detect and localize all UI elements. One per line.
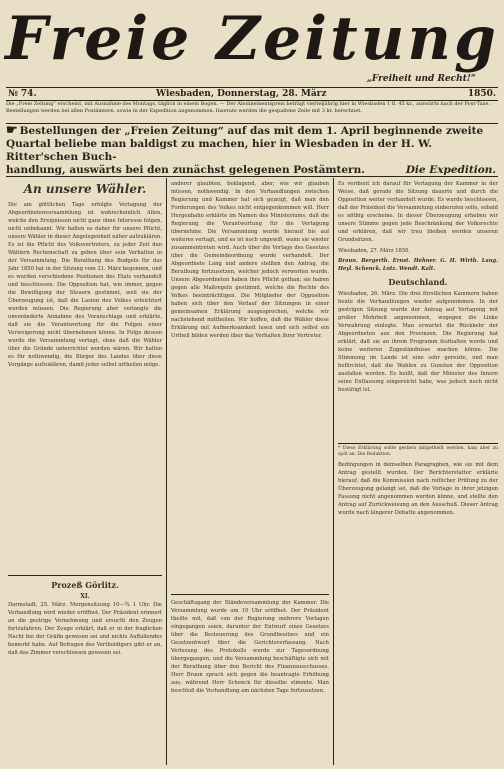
newspaper-title: Freie Zeitung	[5, 4, 499, 74]
divider	[8, 575, 162, 576]
heading-an-unsere-waehler: An unsere Wähler.	[23, 182, 147, 196]
divider	[171, 594, 329, 595]
subscription-notice: Die „Freie Zeitung“ erscheint, mit Ausnahme des Montags, täglich in einem Bogen. — Der Abonnementspreis beträgt vierteljährig hier in Wiesbaden 1 fl. 45 kr., auswärts nach der Post-Taxe. Bestellungen werden bei allen Postämtern, sowie in der Expedition angenommen. Inserate werden die gespaltene Zeile mit 3 kr. berechnet.	[6, 101, 498, 124]
declaration-text: Es verdient ich darauf für Vertagung der Kammer in der Weise, daß gerade die Sitzung dauerte und durch die Opposition weiter verhandelt wurde. Es wurde beschlossen, daß der Präsident die Versammlung einberufen solle, sobald es nöthig erscheine. In dieser Überzeugung erheben wir unsere Stimme gegen jede Beschränkung der Volksrechte und erklären, daß wir treu bleiben werden unseren Grundsätzen.	[338, 181, 498, 243]
announcement-line-1: Bestellungen der „Freien Zeitung“ auf das mit dem 1. April beginnende zweite	[19, 125, 484, 137]
article-goerlitz-text: Darmstadt, 25. März. Morgensitzung 10—¾ 1 Uhr. Die Verhandlung wird wieder eröffnet. Der Präsident erinnert an die gestrige Vernehmung und ersucht den Zeugen fortzufahren. Der Zeuge erklärt, daß er in der fraglichen Nacht bei der Gräfin gewesen sei und nichts Auffallendes bemerkt habe. Auf Befragen des Vertheidigers gibt er an, daß das Zimmer verschlossen gewesen sei.	[8, 602, 162, 656]
declaration-date: Wiesbaden, 27. März 1850.	[338, 248, 411, 254]
column-rule-2	[333, 178, 334, 765]
place-date: Wiesbaden, Donnerstag, 28. März	[156, 89, 327, 99]
announcement-line-3: handlung, auswärts bei den zunächst gelegenen Postämtern.	[6, 164, 365, 176]
heading-deutschland: Deutschland.	[388, 277, 448, 287]
announcement-signature: Die Expedition.	[405, 164, 496, 176]
announcement	[6, 124, 498, 177]
pointing-hand-icon: ☛	[6, 124, 18, 138]
article-waehler-text: Die am göttlichen Tage erfolgte Vertagung der Abgeordnetenversammlung ist wahrscheinlich Allen, welche den Ereignissen nicht ganz ohne Interesse folgen, nicht unbekannt. Wir halten es daher für unsere Pflicht, unsere Wähler in dieser Angelegenheit näher aufzuklären. Es ist die Pflicht des Volksvertreters, zu jeder Zeit den Wählern Rechenschaft zu geben über sein Verhalten in der Versammlung. Die Berathung des Budgets für das Jahr 1850 hat in der Sitzung vom 21. März begonnen, und es wurden verschiedene Positionen des Etats verhandelt und beschlossen. Die Opposition hat, wie immer, gegen die Bewilligung der Steuern gestimmt, weil sie der Überzeugung ist, daß die Lasten des Volkes erleichtert werden müssen. Die Regierung aber verlangte die unveränderte Annahme des Voranschlags und erklärte, daß sie die Verantwortung für die Folgen einer Verweigerung nicht übernehmen könne. In Folge dessen wurde die Versammlung vertagt, ohne daß die Wähler über die Gründe unterrichtet worden wären. Wir halten es für nothwendig, die Bürger des Landes über diese Vorgänge aufzuklären, damit jeder selbst urtheilen möge.	[8, 202, 162, 368]
article-continuation-text: anderer glaubten, beklagend, aber, wie wir glauben müssen, nothwendig. In den Verhandlungen zwischen Regierung und Kammer hat sich gezeigt, daß man den Forderungen des Volkes nicht entgegenkommen will. Herr Hergenhahn erklärte im Namen des Ministeriums, daß die Regierung die Verantwortung für die Vertagung übernehme. Die Versammlung wurde hierauf bis auf weiteres vertagt, und es ist noch ungewiß, wann sie wieder zusammentreten wird. Auch über die Vorlage des Gesetzes über die Gemeindeordnung wurde verhandelt. Der Abgeordnete Lang und andere stellten den Antrag, die Berathung fortzusetzen, welcher jedoch verworfen wurde. Unsere Abgeordneten haben ihre Pflicht gethan; sie haben gegen alle Maßregeln gestimmt, welche die Rechte des Volkes beeinträchtigen. Die Mitglieder der Opposition haben sich über den Verlauf der Sitzungen in einer gemeinsamen Erklärung ausgesprochen, welche wir nachstehend mittheilen. Wir hoffen, daß die Wähler diese Erklärung mit Aufmerksamkeit lesen und sich selbst ein Urtheil bilden werden über das Verhalten ihrer Vertreter.	[171, 181, 329, 339]
announcement-line-2: Quartal beliebe man baldigst zu machen, hier in Wiesbaden in der H. W. Ritter'schen Buch-	[6, 138, 432, 163]
column-2	[171, 180, 329, 765]
deutschland-text: Wiesbaden, 26. März. Die drei fürstlichen Kammern haben heute die Verhandlungen wieder aufgenommen. In der gestrigen Sitzung wurde der Antrag auf Vertagung mit großer Mehrheit angenommen, wogegen die Linke Verwahrung einlegte. Man erwartet die Rückkehr der Abgeordneten aus den Provinzen. Die Regierung hat erklärt, daß sie an ihrem Programm festhalten werde und keine weiteren Zugeständnisse machen könne. Die Stimmung im Lande ist eine sehr gereizte, und man befürchtet, daß die Wahlen zu Gunsten der Opposition ausfallen werden. Es heißt, daß der Minister des Innern seine Entlassung eingereicht habe, was jedoch noch nicht bestätigt ist.	[338, 291, 498, 393]
year: 1850.	[467, 89, 496, 99]
footnote: * Diese Erklärung sollte gestern mitgetheilt werden, kam aber zu spät an. Die Redaktion.	[338, 443, 498, 458]
column-3	[338, 180, 498, 765]
issue-number: № 74.	[8, 89, 37, 99]
heading-prozess-goerlitz: Prozeß Görlitz.	[51, 580, 119, 590]
column-1	[8, 180, 162, 765]
motto: „Freiheit und Recht!“	[366, 74, 476, 84]
continuation-text: Bedingungen in demselben Paragraphen, wie sie mit dem Antrag gestellt wurden. Der Berichterstatter erklärte hierauf, daß die Kommission nach reiflicher Prüfung zu der Überzeugung gelangt sei, daß die Vorlage in ihrer jetzigen Fassung nicht angenommen werden könne, und stellte den Antrag auf Zurückweisung an den Ausschuß. Dieser Antrag wurde nach längerer Debatte angenommen.	[338, 462, 498, 516]
dateline	[6, 87, 498, 101]
masthead	[0, 0, 504, 96]
declaration-signers: Braun. Bergerth. Ernst. Hehner. G. H. Wirth. Lang. Heyl. Schenck. Lotz. Wendt. Kalt.	[338, 258, 498, 272]
section-number: XI.	[80, 593, 90, 600]
column-rule-1	[166, 178, 167, 765]
article-assembly-text: Geschäftsgang der Ständeversammlung der Kammer. Die Versammlung wurde um 10 Uhr eröffnet. Der Präsident theilte mit, daß von der Regierung mehrere Vorlagen eingegangen seien, darunter der Entwurf eines Gesetzes über die Besteuerung des Grundbesitzes und ein Gesetzentwurf über die Gerichtsverfassung. Nach Verlesung des Protokolls wurde zur Tagesordnung übergegangen, und die Versammlung beschäftigte sich mit der Berathung über den Bericht des Finanzausschusses. Herr Braun sprach sich gegen die beantragte Erhöhung aus, während Herr Schenck für dieselbe stimmte. Man beschloß die Verhandlung am nächsten Tage fortzusetzen.	[171, 600, 329, 694]
